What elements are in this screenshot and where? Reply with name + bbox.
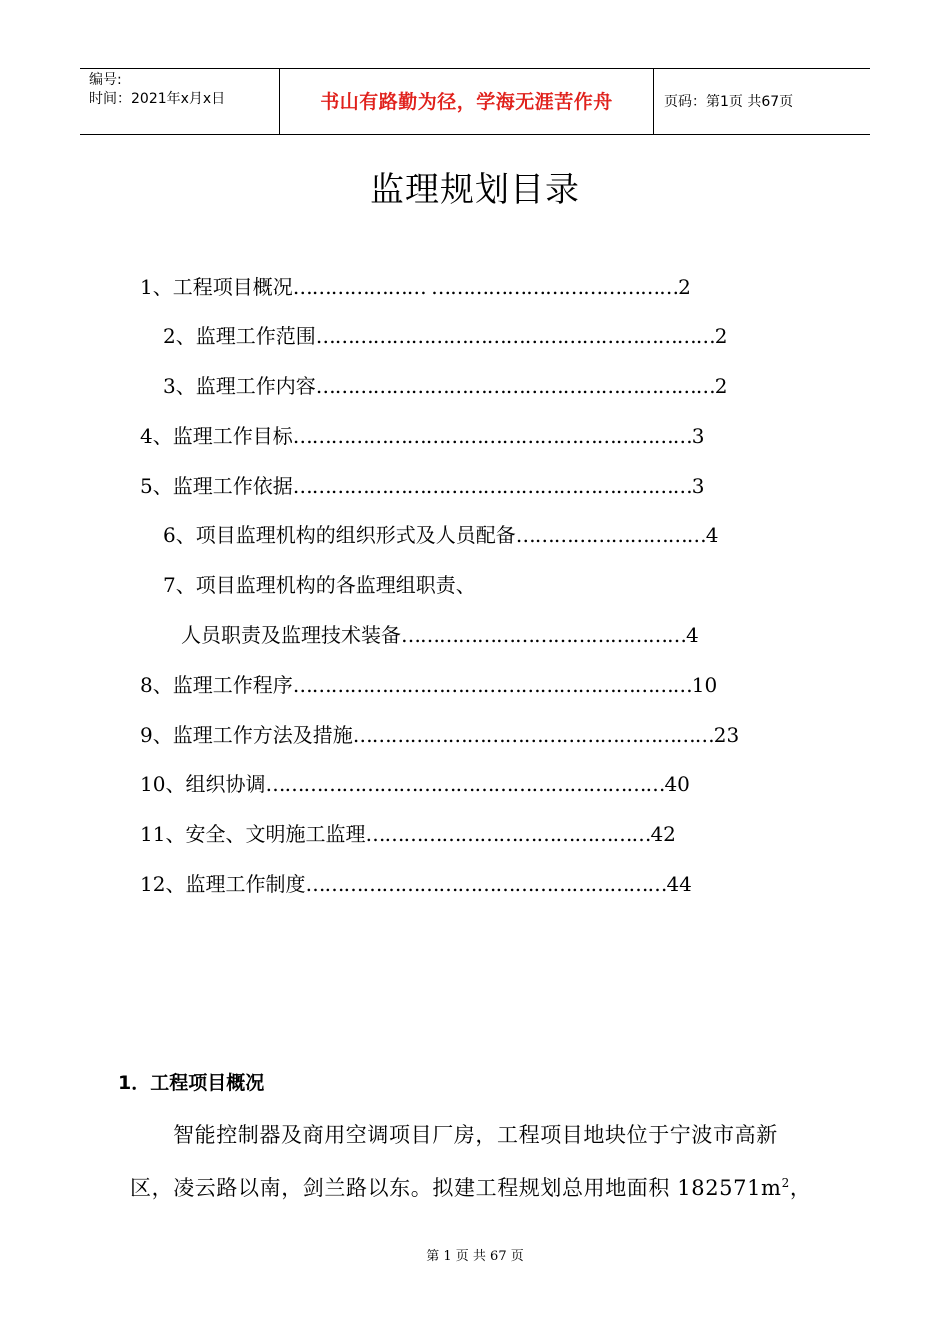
toc-entry [163, 571, 476, 599]
toc-entry [163, 322, 727, 350]
toc-entry [140, 422, 704, 450]
toc-entry [163, 372, 727, 400]
toc-entry-label: 12、监理工作制度 [140, 872, 306, 896]
time-label: 时间：2021年x月x日 [89, 91, 226, 107]
number-label: 编号: [89, 72, 122, 88]
toc-entry [140, 870, 692, 898]
toc-entry-dots: ……………………………………………………… [315, 374, 715, 398]
toc-entry-dots: ………………………………………………… [352, 723, 714, 747]
paragraph-text: ， [789, 1176, 812, 1200]
toc-entry [140, 820, 676, 848]
header-meta [80, 69, 280, 135]
toc-entry [140, 273, 691, 301]
toc-entry-label: 3、监理工作内容 [163, 374, 316, 398]
toc-entry-label: 10、组织协调 [140, 772, 266, 796]
paragraph-text: 区，凌云路以南，剑兰路以东。拟建工程规划总用地面积 182571m [130, 1176, 782, 1200]
toc-entry-label: 11、安全、文明施工监理 [140, 822, 366, 846]
toc-entry-dots: ………………… ………………………………… [292, 275, 679, 299]
header-page-label: 页码：第1页 共67页 [664, 94, 794, 110]
toc-entry-page: 44 [666, 872, 692, 896]
toc-entry-page: 40 [664, 772, 690, 796]
toc-entry-dots: ……………………………………………………… [292, 424, 692, 448]
toc-entry-page: 3 [691, 424, 705, 448]
toc-entry-label: 2、监理工作范围 [163, 324, 316, 348]
toc-entry-dots: ……………………………………………………… [292, 673, 692, 697]
document-title: 监理规划目录 [370, 170, 580, 210]
toc-entry-page: 2 [714, 324, 728, 348]
toc-entry-page: 10 [691, 673, 718, 697]
toc-entry-dots: ………………………………………………… [305, 872, 667, 896]
toc-entry-dots: ……………………………………… [401, 623, 686, 647]
toc-entry-label: 6、项目监理机构的组织形式及人员配备 [163, 523, 516, 547]
toc-entry [140, 671, 717, 699]
toc-entry-page: 23 [713, 723, 740, 747]
toc-entry [140, 472, 704, 500]
header-motto: 书山有路勤为径，学海无涯苦作舟 [280, 69, 654, 135]
toc-entry-dots: ………………………… [515, 523, 706, 547]
toc-entry-dots: ……………………………………………………… [292, 474, 692, 498]
toc-entry-label: 5、监理工作依据 [140, 474, 293, 498]
toc-entry [181, 621, 699, 649]
section-heading: 1．工程项目概况 [118, 1072, 265, 1094]
toc-entry-dots: ……………………………………… [365, 822, 651, 846]
toc-entry-label: 8、监理工作程序 [140, 673, 293, 697]
toc-entry-label: 9、监理工作方法及措施 [140, 723, 353, 747]
toc-entry-page: 2 [678, 275, 691, 299]
toc-entry [163, 521, 718, 549]
toc-entry-label: 4、监理工作目标 [140, 424, 293, 448]
toc-entry-dots: ……………………………………………………… [265, 772, 665, 796]
paragraph-line: 智能控制器及商用空调项目厂房，工程项目地块位于宁波市高新 [173, 1123, 778, 1147]
paragraph-line [130, 1169, 835, 1202]
toc-entry-label: 人员职责及监理技术装备 [181, 623, 401, 647]
toc-entry-page: 3 [691, 474, 705, 498]
toc-entry [140, 721, 739, 749]
toc-entry-dots: ……………………………………………………… [315, 324, 715, 348]
toc-entry-page: 4 [686, 623, 699, 647]
page-header [80, 68, 870, 135]
toc-entry-page: 42 [650, 822, 676, 846]
page-footer: 第 1 页 共 67 页 [426, 1249, 524, 1264]
toc-entry-page: 4 [705, 523, 719, 547]
toc-entry [140, 770, 690, 798]
toc-entry-page: 2 [714, 374, 728, 398]
toc-entry-label: 1、工程项目概况 [140, 275, 293, 299]
superscript: 2 [781, 1176, 790, 1190]
toc-entry-label: 7、项目监理机构的各监理组职责、 [163, 573, 476, 597]
